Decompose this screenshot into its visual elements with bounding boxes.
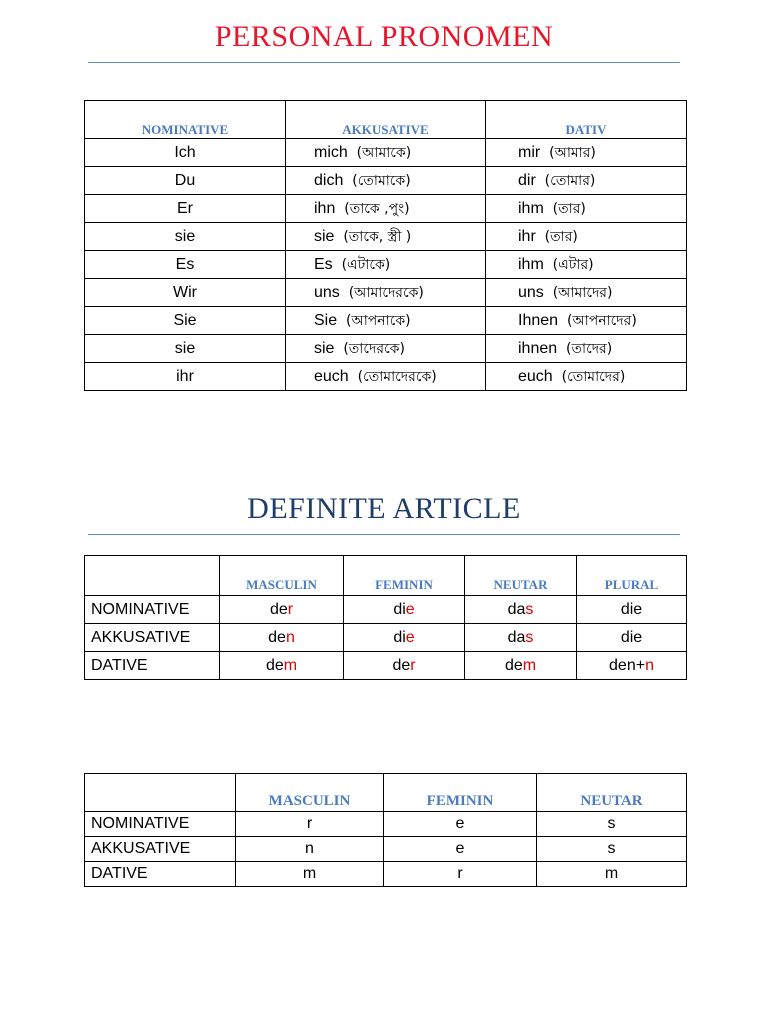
ending-cell: n [236,837,384,862]
nominative-cell: Sie [85,307,286,335]
dativ-cell [486,335,687,363]
ending-cell: m [236,862,384,887]
pronoun-text: ihn [314,199,336,217]
article-stem: da [507,600,526,618]
article-ending: r [287,600,294,618]
pronoun-text: euch [518,367,553,385]
dativ-cell [486,223,687,251]
article-stem: de [268,628,286,646]
case-label: NOMINATIVE [85,812,236,837]
case-label: AKKUSATIVE [85,624,220,652]
table-row [85,167,687,195]
table-row [85,307,687,335]
pronoun-text: ihnen [518,339,558,357]
akkusative-cell [286,279,486,307]
table-row [85,812,687,837]
nominative-cell: sie [85,223,286,251]
article-ending: e [405,628,415,646]
empty-header-cell [85,556,220,596]
ending-cell: s [537,837,687,862]
article-stem: die [620,628,643,646]
akkusative-cell [286,363,486,391]
bengali-translation: (এটার) [552,256,594,273]
pronoun-text: Es [314,255,333,273]
column-header: FEMININ [344,556,465,596]
ending-cell: e [384,812,537,837]
table-row [85,195,687,223]
table-row [85,837,687,862]
dativ-cell [486,139,687,167]
table-header-row [85,774,687,812]
dativ-cell [486,279,687,307]
pronoun-text: uns [314,283,340,301]
dativ-cell [486,307,687,335]
article-stem: den+ [609,656,646,674]
article-cell [220,652,344,680]
nominative-cell: ihr [85,363,286,391]
empty-header-cell [85,774,236,812]
nominative-cell: Du [85,167,286,195]
column-header: NOMINATIVE [85,101,286,139]
column-header: MASCULIN [236,774,384,812]
dativ-cell [486,195,687,223]
personal-pronomen-title: PERSONAL PRONOMEN [214,20,554,53]
personal-pronomen-table [84,100,687,391]
bengali-translation: (তাকে, স্ত্রী ) [343,228,412,245]
pronoun-text: mich [314,143,348,161]
pronoun-text: ihm [518,199,544,217]
article-stem: de [269,600,288,618]
akkusative-cell [286,251,486,279]
column-header: NEUTAR [465,556,577,596]
article-ending: s [525,600,534,618]
akkusative-cell [286,195,486,223]
bengali-translation: (তাদেরকে) [343,340,405,357]
akkusative-cell [286,139,486,167]
nominative-cell: Er [85,195,286,223]
case-label: NOMINATIVE [85,596,220,624]
article-cell [577,652,687,680]
column-header: MASCULIN [220,556,344,596]
article-cell [465,652,577,680]
article-cell [344,596,465,624]
article-ending: e [405,600,415,618]
column-header: NEUTAR [537,774,687,812]
article-ending: n [645,656,654,674]
article-ending: r [410,656,416,674]
column-header: AKKUSATIVE [286,101,486,139]
article-endings-table [84,773,687,887]
pronoun-text: ihr [518,227,536,245]
bengali-translation: (তোমার) [544,172,596,189]
article-cell [220,624,344,652]
pronoun-text: dir [518,171,536,189]
pronoun-text: sie [314,339,335,357]
bengali-translation: (আমার) [549,144,596,161]
article-ending: m [522,656,537,674]
bengali-translation: (তার) [552,200,586,217]
article-stem: de [504,656,523,674]
table-row [85,624,687,652]
table-row [85,335,687,363]
nominative-cell: sie [85,335,286,363]
nominative-cell: Wir [85,279,286,307]
dativ-cell [486,363,687,391]
column-header: DATIV [486,101,687,139]
article-cell [577,624,687,652]
akkusative-cell [286,223,486,251]
pronoun-text: ihm [518,255,544,273]
pronoun-text: sie [314,227,335,245]
ending-cell: e [384,837,537,862]
pronoun-text: euch [314,367,349,385]
title-rule [88,534,680,535]
bengali-translation: (তোমাকে) [352,172,411,189]
case-label: AKKUSATIVE [85,837,236,862]
article-stem: di [393,628,406,646]
table-header-row [85,556,687,596]
article-cell [465,624,577,652]
bengali-translation: (এটাকে) [341,256,391,273]
definite-article-title: DEFINITE ARTICLE [247,492,521,525]
article-cell [577,596,687,624]
table-row [85,139,687,167]
table-row [85,251,687,279]
dativ-cell [486,167,687,195]
bengali-translation: (তাকে ,পুং) [344,200,410,217]
akkusative-cell [286,335,486,363]
article-cell [465,596,577,624]
article-cell [344,624,465,652]
akkusative-cell [286,307,486,335]
column-header: PLURAL [577,556,687,596]
article-cell [220,596,344,624]
definite-article-table [84,555,687,680]
article-stem: di [393,600,406,618]
bengali-translation: (আমাদেরকে) [348,284,424,301]
article-stem: de [265,656,284,674]
ending-cell: m [537,862,687,887]
table-row [85,652,687,680]
pronoun-text: Sie [314,311,338,329]
table-header-row [85,101,687,139]
dativ-cell [486,251,687,279]
column-header: FEMININ [384,774,537,812]
table-row [85,279,687,307]
bengali-translation: (আমাকে) [356,144,412,161]
case-label: DATIVE [85,862,236,887]
pronoun-text: uns [518,283,544,301]
article-ending: n [285,628,295,646]
article-ending: s [525,628,534,646]
ending-cell: r [384,862,537,887]
article-cell [344,652,465,680]
pronoun-text: dich [314,171,344,189]
case-label: DATIVE [85,652,220,680]
nominative-cell: Es [85,251,286,279]
ending-cell: s [537,812,687,837]
title-rule [88,62,680,63]
table-row [85,862,687,887]
article-stem: die [620,600,643,618]
table-row [85,596,687,624]
bengali-translation: (আপনাকে) [346,312,411,329]
bengali-translation: (আপনাদের) [566,312,637,329]
akkusative-cell [286,167,486,195]
pronoun-text: Ihnen [518,311,559,329]
bengali-translation: (তোমাদেরকে) [357,368,437,385]
nominative-cell: Ich [85,139,286,167]
bengali-translation: (তাদের) [566,340,613,357]
article-ending: m [283,656,298,674]
bengali-translation: (আমাদের) [552,284,613,301]
table-row [85,223,687,251]
bengali-translation: (তোমাদের) [561,368,626,385]
bengali-translation: (তার) [544,228,578,245]
article-stem: da [507,628,526,646]
ending-cell: r [236,812,384,837]
table-row [85,363,687,391]
article-stem: de [392,656,411,674]
pronoun-text: mir [518,143,541,161]
